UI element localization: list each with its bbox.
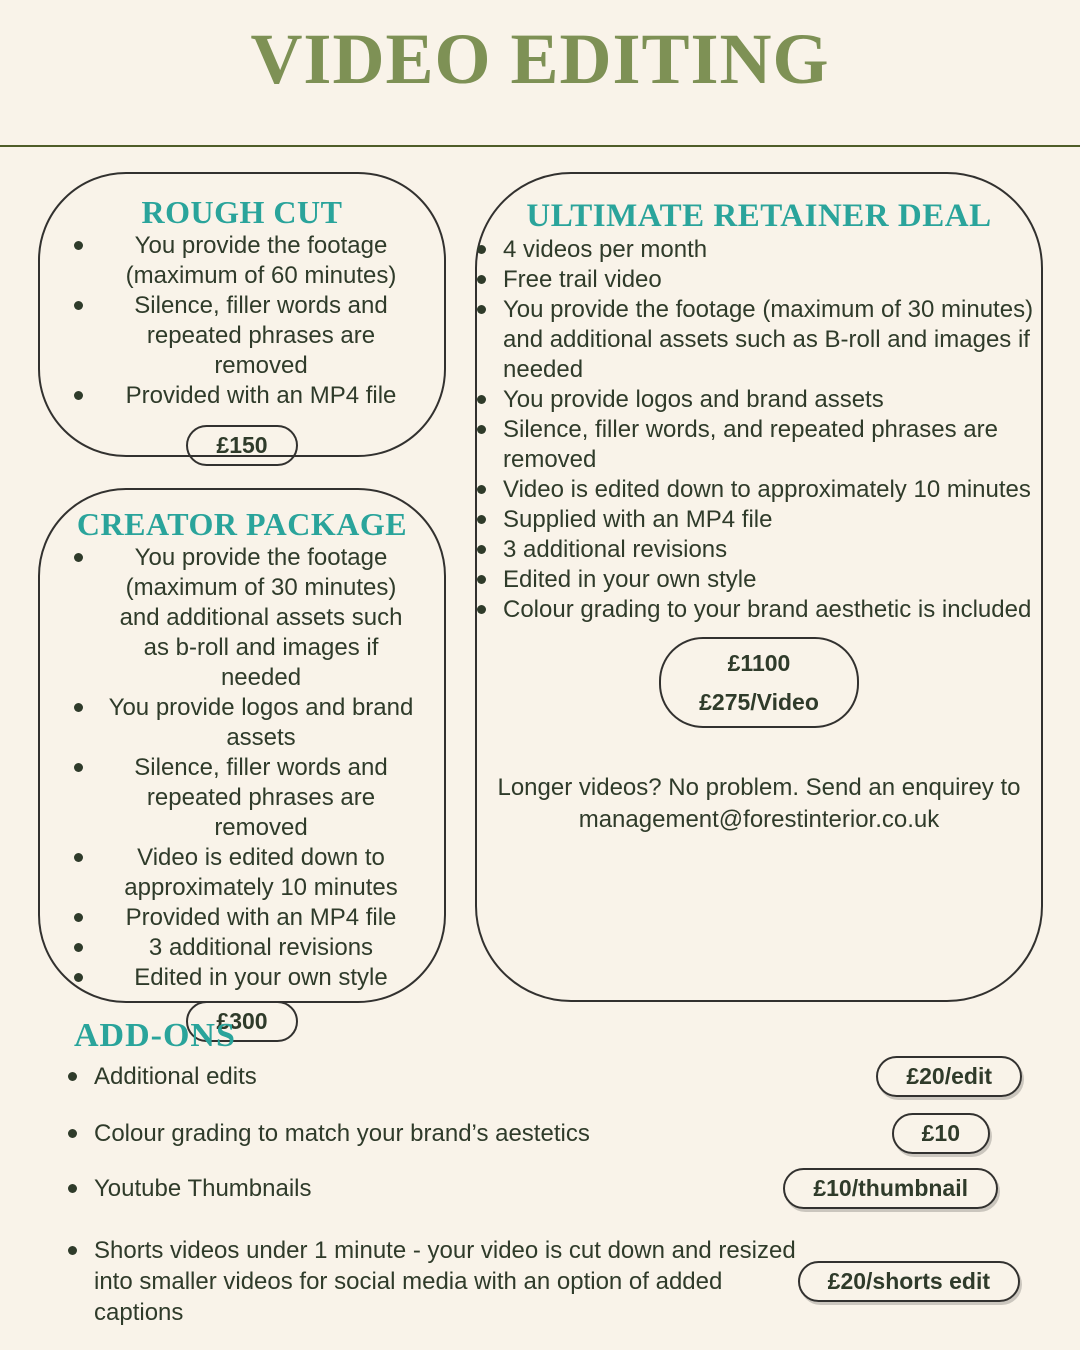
retainer-price-total: £1100 <box>727 650 791 676</box>
retainer-enquiry-note: Longer videos? No problem. Send an enquirey to management@forestinterior.co.uk <box>497 774 1021 833</box>
retainer-price-per-video: £275/Video <box>699 689 819 715</box>
card-creator-package <box>38 488 446 1034</box>
feature-item: Video is edited down to approximately 10 minutes <box>477 475 1041 505</box>
addon-row <box>60 1056 1022 1097</box>
addon-row <box>60 1235 1022 1328</box>
feature-item: Silence, filler words and repeated phrases are removed <box>40 753 444 843</box>
feature-item: Edited in your own style <box>40 963 444 993</box>
feature-item: Provided with an MP4 file <box>40 903 444 933</box>
creator-package-feature-list <box>40 543 444 993</box>
addons-title: ADD-ONS <box>74 1017 236 1054</box>
feature-item: Provided with an MP4 file <box>40 381 444 411</box>
addon-label: Shorts videos under 1 minute - your video is cut down and resized into smaller videos for social media with an option of added captions <box>60 1235 798 1328</box>
rough-cut-price-pill: £150 <box>186 425 297 466</box>
feature-item: Silence, filler words and repeated phrases are removed <box>40 291 444 381</box>
feature-item: You provide logos and brand assets <box>40 693 444 753</box>
feature-item: 4 videos per month <box>477 235 1041 265</box>
rough-cut-price-wrap <box>40 425 444 466</box>
addon-label: Youtube Thumbnails <box>60 1173 312 1204</box>
ultimate-retainer-price-pill <box>659 637 859 728</box>
feature-item: You provide the footage (maximum of 60 minutes) <box>40 231 444 291</box>
feature-item: 3 additional revisions <box>40 933 444 963</box>
addon-price-pill: £10/thumbnail <box>783 1168 998 1209</box>
rough-cut-title: ROUGH CUT <box>141 194 343 230</box>
page-title: VIDEO EDITING <box>250 19 830 99</box>
creator-package-price-pill: £300 <box>186 1001 297 1042</box>
ultimate-retainer-price-wrap <box>477 637 1041 728</box>
feature-item: Colour grading to your brand aesthetic is included <box>477 595 1041 625</box>
feature-item: Free trail video <box>477 265 1041 295</box>
card-ultimate-retainer-deal <box>475 172 1043 1002</box>
ultimate-retainer-title: ULTIMATE RETAINER DEAL <box>526 198 992 234</box>
feature-item: Edited in your own style <box>477 565 1041 595</box>
addon-price-pill: £10 <box>892 1113 990 1154</box>
addon-price-pill: £20/edit <box>876 1056 1022 1097</box>
creator-package-title: CREATOR PACKAGE <box>76 506 408 542</box>
feature-item: Silence, filler words, and repeated phrases are removed <box>477 415 1041 475</box>
rough-cut-feature-list <box>40 231 444 411</box>
addon-label: Colour grading to match your brand’s aestetics <box>60 1118 590 1149</box>
addons-section <box>0 1016 1080 1328</box>
card-rough-cut <box>38 172 446 457</box>
addon-row <box>60 1168 1022 1209</box>
addon-price-pill: £20/shorts edit <box>798 1261 1020 1302</box>
feature-item: 3 additional revisions <box>477 535 1041 565</box>
ultimate-retainer-feature-list <box>477 235 1041 625</box>
feature-item: You provide logos and brand assets <box>477 385 1041 415</box>
title-divider <box>0 145 1080 147</box>
feature-item: You provide the footage (maximum of 30 minutes) and additional assets such as B-roll and images if needed <box>477 295 1041 385</box>
addon-label: Additional edits <box>60 1061 257 1092</box>
feature-item: You provide the footage (maximum of 30 minutes) and additional assets such as b-roll and images if needed <box>40 543 444 693</box>
addon-row <box>60 1113 1022 1154</box>
feature-item: Supplied with an MP4 file <box>477 505 1041 535</box>
feature-item: Video is edited down to approximately 10 minutes <box>40 843 444 903</box>
